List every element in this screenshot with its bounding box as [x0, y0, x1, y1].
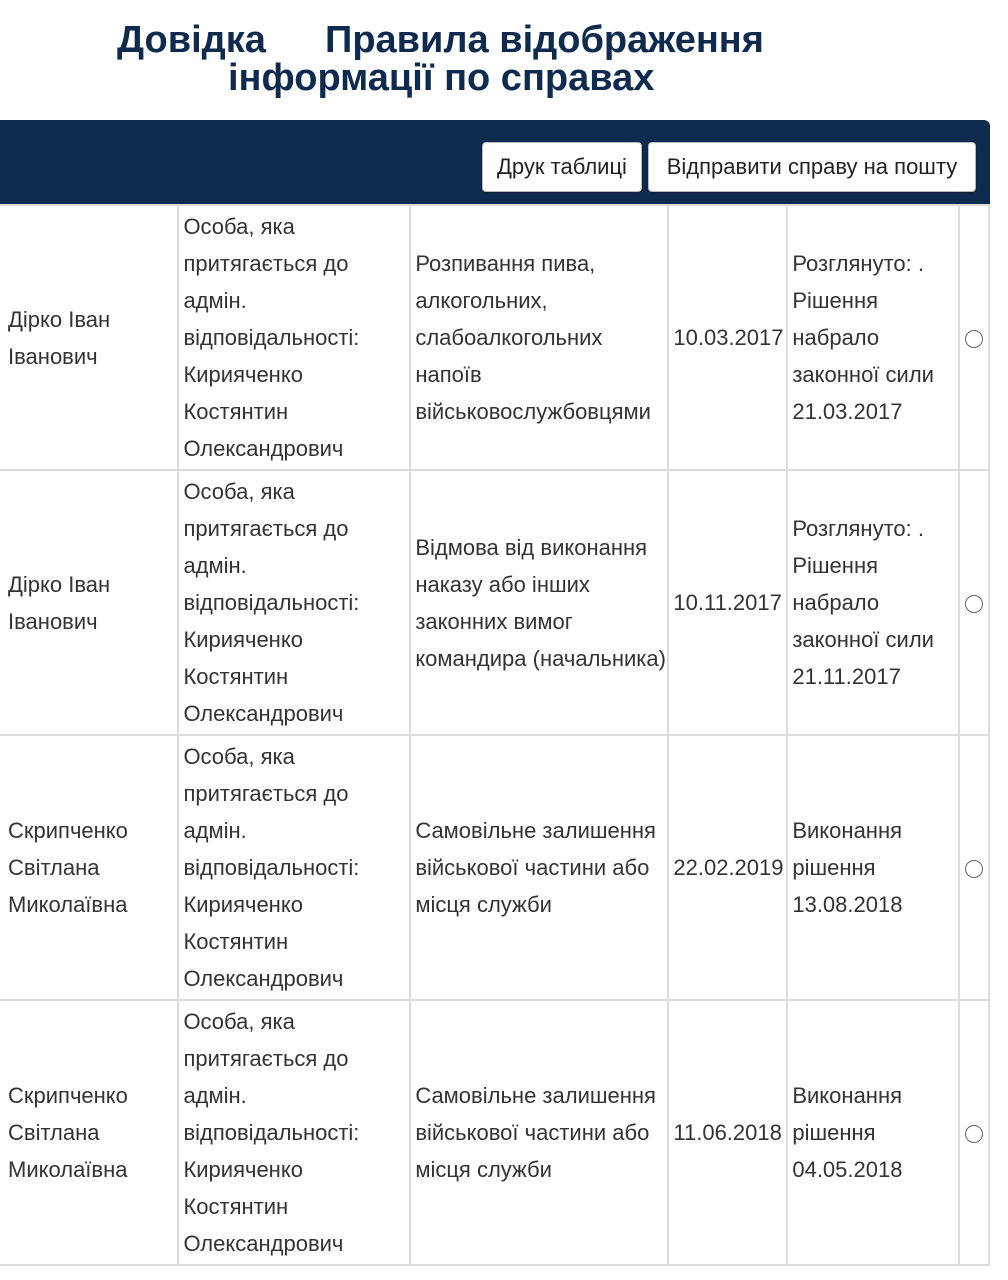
table-row [0, 1000, 989, 1265]
status-cell: Виконання рішення 13.08.2018 [787, 735, 958, 1000]
rules-link-line2[interactable]: інформації по справах [228, 57, 655, 99]
party-name-cell: Скрипченко Світлана Миколаївна [0, 1000, 178, 1265]
row-select-radio[interactable] [965, 330, 983, 348]
party-role-cell: Особа, яка притягається до адмін. відповідальності: Кириячeнко Костянтин Олександрович [178, 1000, 410, 1265]
row-select-radio[interactable] [965, 860, 983, 878]
status-cell: Виконання рішення 04.05.2018 [787, 1000, 958, 1265]
party-role-cell: Особа, яка притягається до адмін. відповідальності: Кириячeнко Костянтин Олександрович [178, 205, 410, 470]
offense-cell: Розпивання пива, алкогольних, слабоалкогольних напоїв військовослужбовцями [410, 205, 668, 470]
table-toolbar [0, 120, 990, 204]
rules-link-line1[interactable]: Правила відображення [325, 19, 764, 61]
row-select-radio[interactable] [965, 595, 983, 613]
date-cell: 10.03.2017 [668, 205, 787, 470]
select-cell [959, 1000, 989, 1265]
date-cell: 11.06.2018 [668, 1000, 787, 1265]
status-cell: Розглянуто: . Рішення набрало законної сили 21.11.2017 [787, 470, 958, 735]
row-select-radio[interactable] [965, 1125, 983, 1143]
select-cell [959, 470, 989, 735]
table-row [0, 205, 989, 470]
table-row [0, 470, 989, 735]
send-case-email-button[interactable]: Відправити справу на пошту [648, 142, 976, 192]
help-link[interactable]: Довідка [117, 19, 266, 61]
party-name-cell: Скрипченко Світлана Миколаївна [0, 735, 178, 1000]
date-cell: 10.11.2017 [668, 470, 787, 735]
print-table-button[interactable]: Друк таблиці [482, 142, 642, 192]
select-cell [959, 205, 989, 470]
select-cell [959, 735, 989, 1000]
party-role-cell: Особа, яка притягається до адмін. відповідальності: Кириячeнко Костянтин Олександрович [178, 470, 410, 735]
party-role-cell: Особа, яка притягається до адмін. відповідальності: Кириячeнко Костянтин Олександрович [178, 735, 410, 1000]
cases-table [0, 204, 990, 1266]
status-cell: Розглянуто: . Рішення набрало законної сили 21.03.2017 [787, 205, 958, 470]
offense-cell: Відмова від виконання наказу або інших законних вимог командира (начальника) [410, 470, 668, 735]
offense-cell: Самовільне залишення військової частини або місця служби [410, 735, 668, 1000]
party-name-cell: Дірко Іван Іванович [0, 205, 178, 470]
table-row [0, 735, 989, 1000]
date-cell: 22.02.2019 [668, 735, 787, 1000]
offense-cell: Самовільне залишення військової частини або місця служби [410, 1000, 668, 1265]
header-links [0, 18, 1008, 98]
party-name-cell: Дірко Іван Іванович [0, 470, 178, 735]
